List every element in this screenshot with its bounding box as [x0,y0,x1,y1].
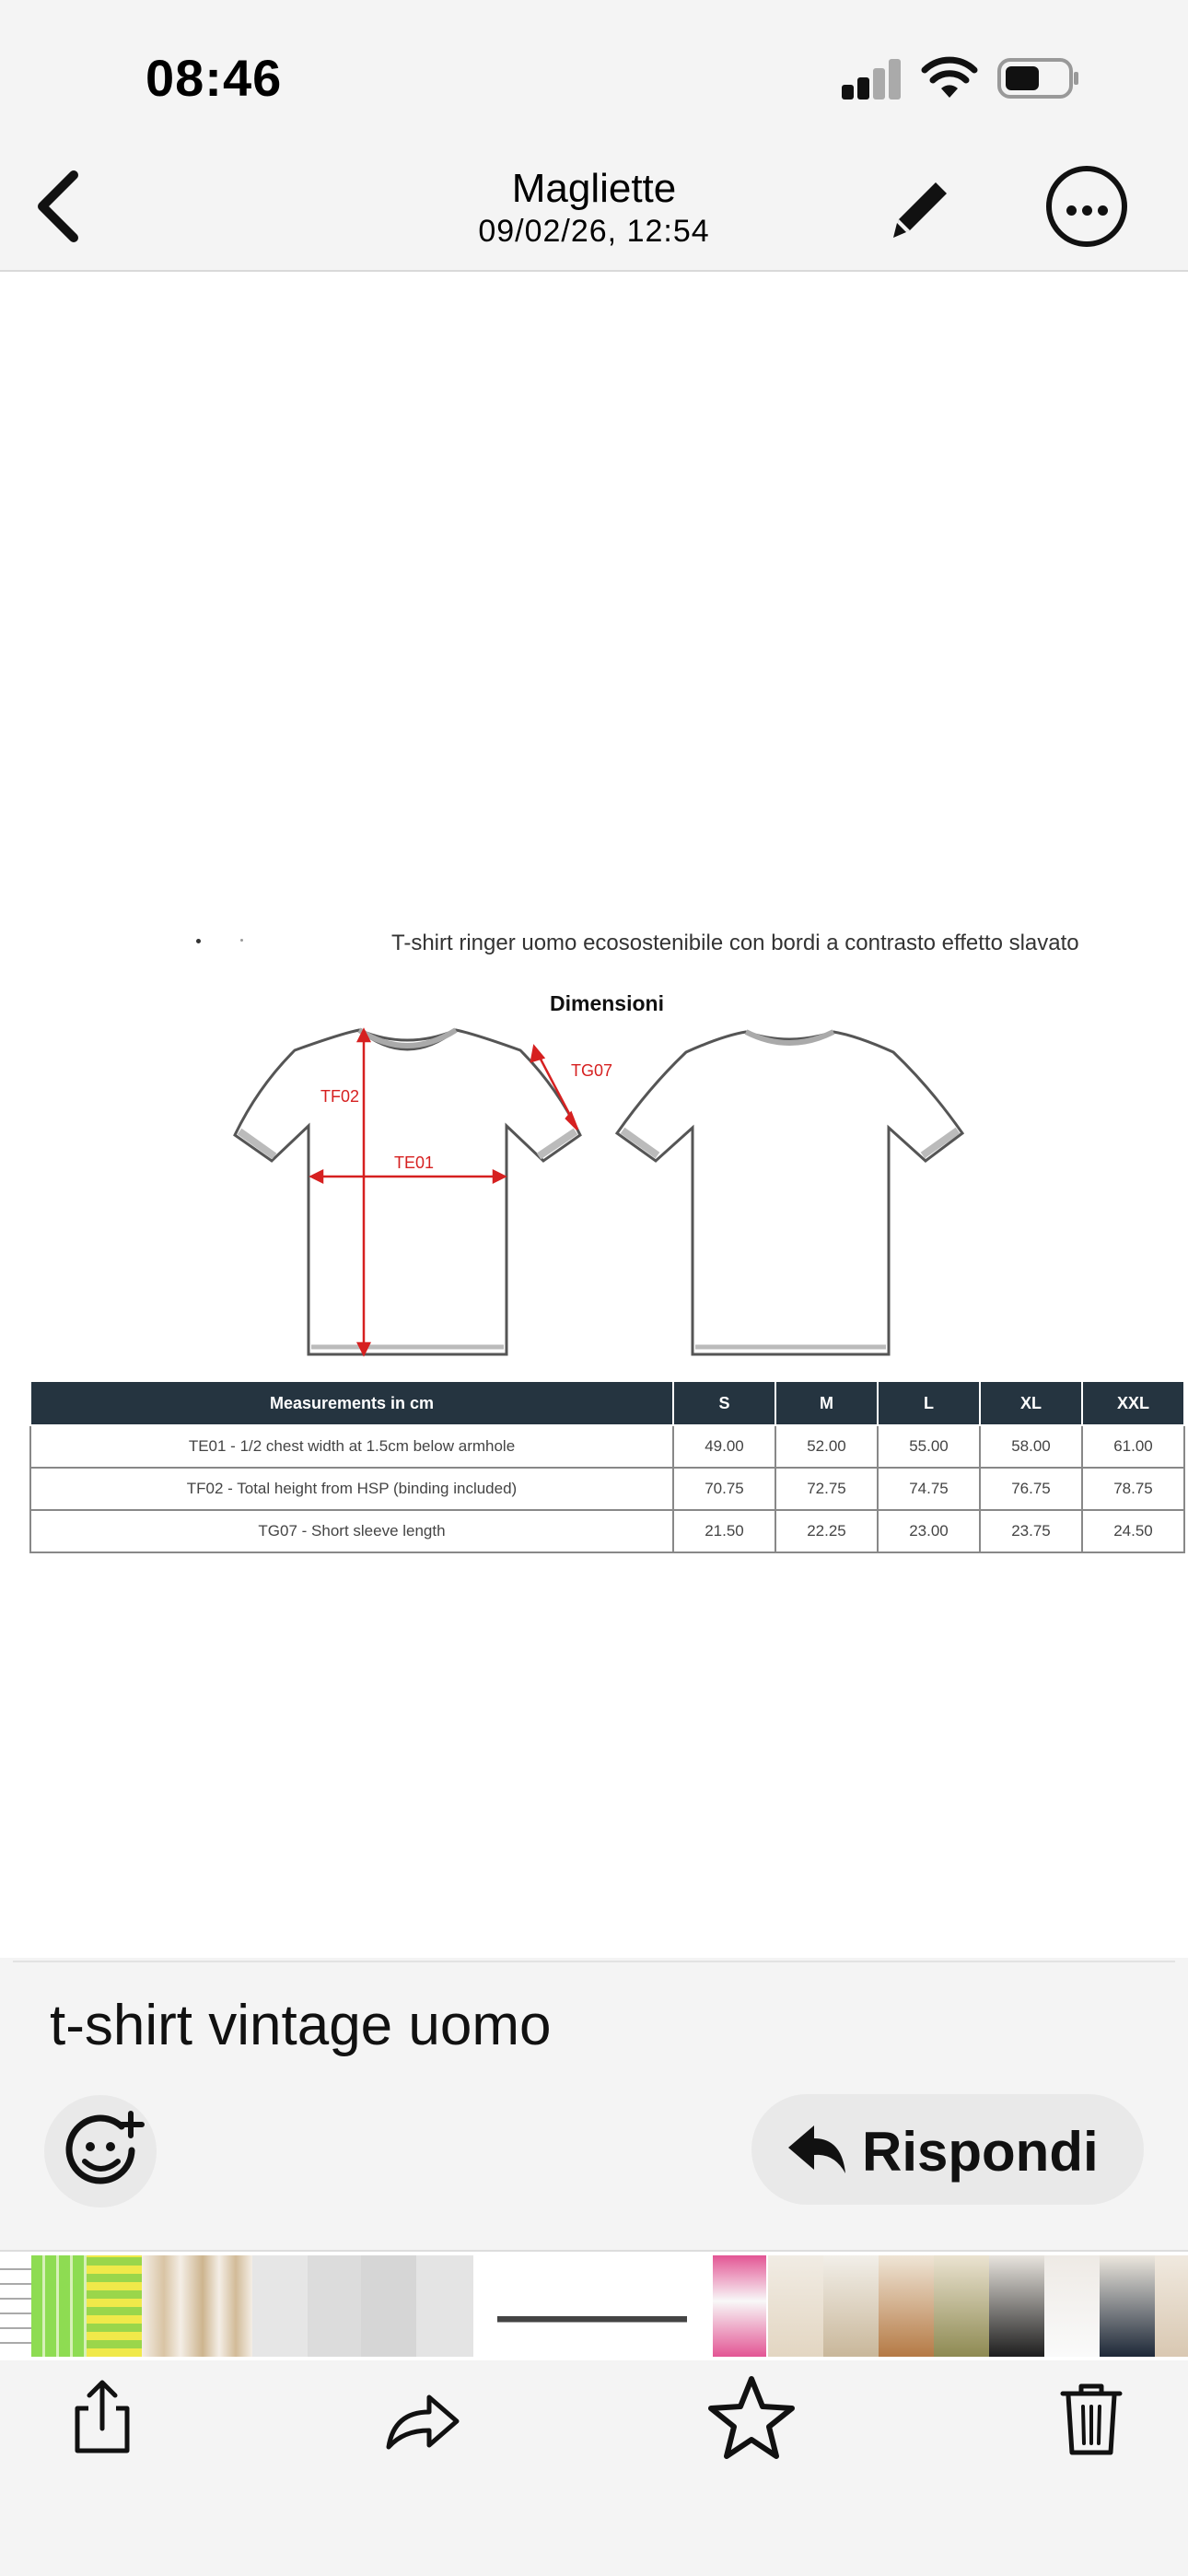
thumbnail[interactable] [497,2255,687,2357]
reply-label: Rispondi [862,2121,1099,2183]
doc-mark [196,939,201,943]
thumbnail[interactable] [252,2255,308,2357]
forward-icon [381,2379,464,2462]
add-reaction-button[interactable] [44,2095,157,2207]
thumbnail[interactable] [934,2255,989,2357]
table-cell: 58.00 [980,1425,1082,1468]
thumbnail[interactable] [768,2255,823,2357]
table-row [30,1510,1184,1552]
table-cell: 74.75 [878,1468,980,1510]
divider [13,1961,1175,1962]
column-header: S [673,1381,775,1425]
table-row [30,1425,1184,1468]
table-cell: 72.75 [775,1468,878,1510]
more-icon [1066,205,1077,216]
tshirt-back [617,1032,962,1354]
forward-button[interactable] [381,2379,464,2462]
label-tg07: TG07 [571,1061,613,1080]
more-button[interactable] [1046,166,1127,247]
table-cell: TG07 - Short sleeve length [30,1510,673,1552]
trash-icon [1050,2377,1133,2460]
thumbnail[interactable] [1155,2255,1188,2357]
label-tf02: TF02 [320,1087,360,1106]
tshirt-front [235,1030,580,1354]
table-cell: 22.25 [775,1510,878,1552]
favorite-button[interactable] [707,2373,796,2462]
thumbnail[interactable] [416,2255,473,2357]
document-title: T-shirt ringer uomo ecosostenibile con bordi a contrasto effetto slavato [391,931,1079,955]
table-cell: 49.00 [673,1425,775,1468]
table-cell: 55.00 [878,1425,980,1468]
table-row [30,1468,1184,1510]
table-cell: 70.75 [673,1468,775,1510]
nav-subtitle: 09/02/26, 12:54 [478,214,710,249]
table-cell: 76.75 [980,1468,1082,1510]
share-button[interactable] [61,2375,144,2458]
share-icon [61,2375,144,2458]
thumbnail[interactable] [31,2255,87,2357]
thumbnail[interactable] [142,2255,252,2357]
table-cell: 24.50 [1082,1510,1184,1552]
thumbnail[interactable] [823,2255,879,2357]
column-header: Measurements in cm [30,1381,673,1425]
document-subtitle: Dimensioni [550,991,664,1015]
delete-button[interactable] [1050,2377,1133,2460]
table-cell: 23.00 [878,1510,980,1552]
column-header: L [878,1381,980,1425]
nav-title: Magliette [511,166,677,211]
table-cell: 61.00 [1082,1425,1184,1468]
thumbnail[interactable] [1100,2255,1155,2357]
star-icon [707,2373,796,2462]
doc-mark [240,939,243,942]
table-cell: 21.50 [673,1510,775,1552]
table-cell: 23.75 [980,1510,1082,1552]
table-cell: TE01 - 1/2 chest width at 1.5cm below armhole [30,1425,673,1468]
add-reaction-icon [44,2095,157,2207]
column-header: XXL [1082,1381,1184,1425]
tshirt-diagram [221,1013,976,1373]
thumbnail[interactable] [0,2255,31,2357]
message-caption: t-shirt vintage uomo [50,1994,552,2057]
table-cell: 52.00 [775,1425,878,1468]
table-cell: TF02 - Total height from HSP (binding included) [30,1468,673,1510]
thumbnail[interactable] [308,2255,361,2357]
wifi-icon [921,55,978,100]
status-time: 08:46 [146,49,283,107]
column-header: XL [980,1381,1082,1425]
battery-icon [996,57,1081,100]
column-header: M [775,1381,878,1425]
size-table [29,1380,1185,1553]
reply-arrow-icon [786,2122,847,2177]
cellular-signal-icon [842,59,903,100]
thumbnail[interactable] [87,2255,142,2357]
table-header-row [30,1381,1184,1425]
thumbnail[interactable] [989,2255,1044,2357]
label-te01: TE01 [394,1153,435,1172]
edit-button[interactable] [882,173,956,247]
thumbnail[interactable] [361,2255,416,2357]
reply-button[interactable] [751,2094,1144,2205]
thumbnail-strip[interactable] [0,2250,1188,2360]
thumbnail[interactable] [1044,2255,1100,2357]
thumbnail[interactable] [879,2255,934,2357]
thumbnail[interactable] [713,2255,766,2357]
table-cell: 78.75 [1082,1468,1184,1510]
pencil-icon [882,173,956,247]
